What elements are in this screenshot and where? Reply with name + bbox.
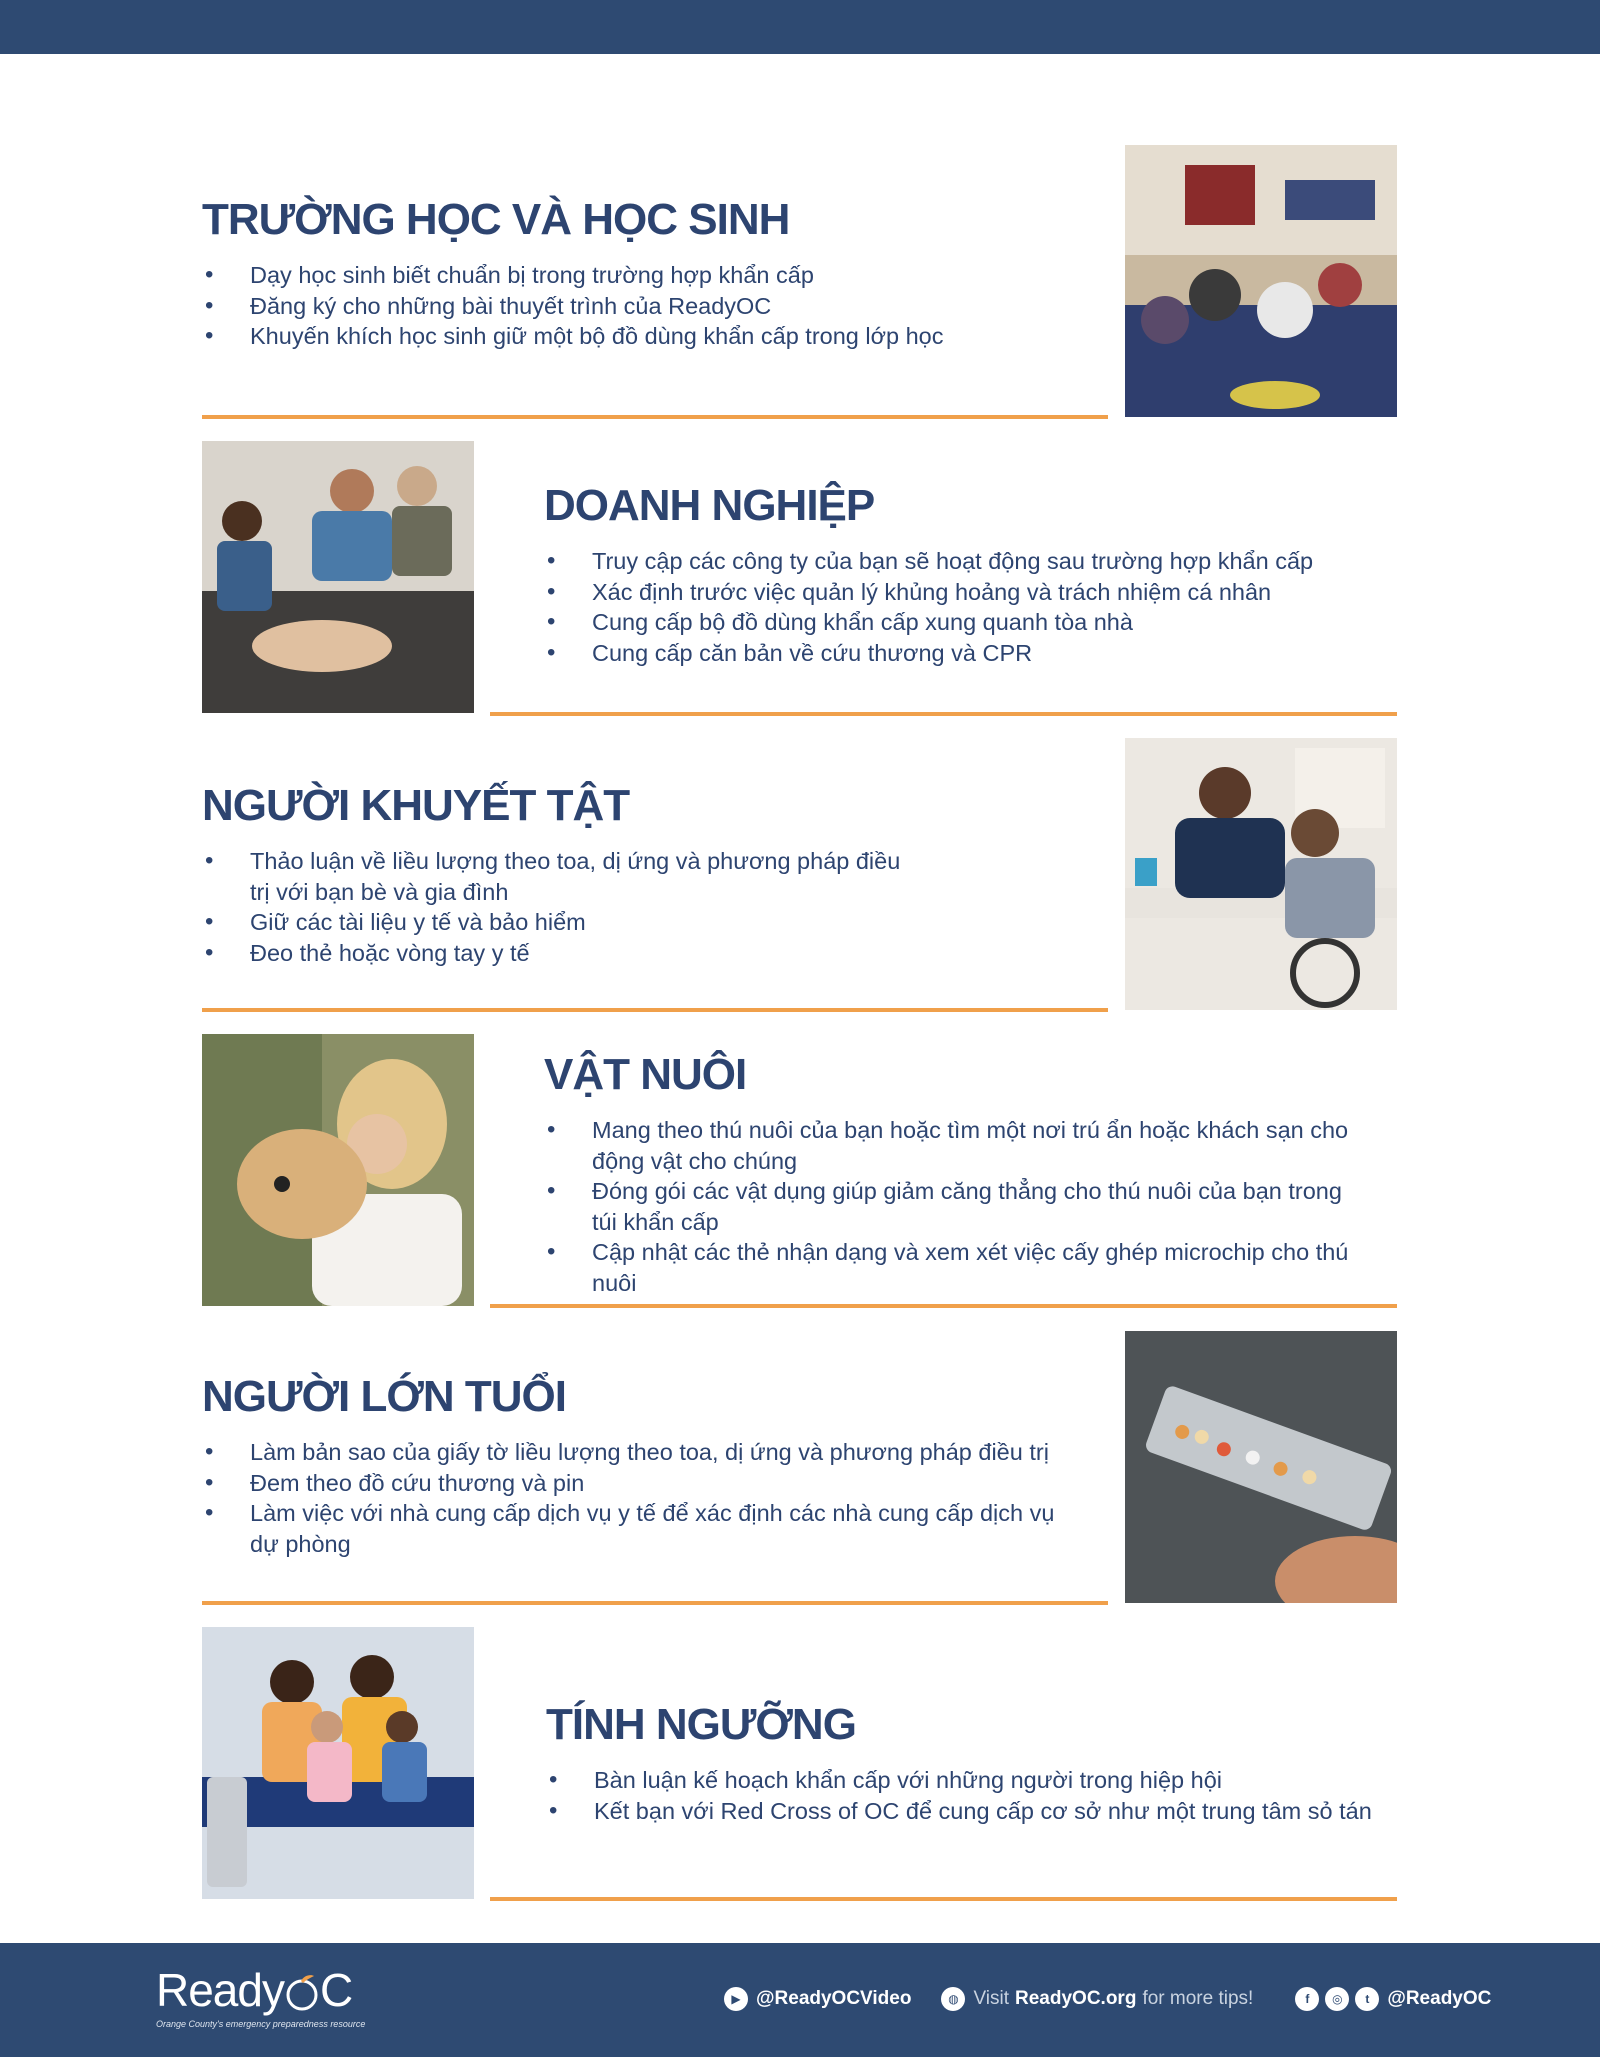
bullet-list <box>546 1765 1426 1826</box>
bullet-list <box>202 1437 1082 1559</box>
section-divider <box>202 415 1108 419</box>
section-text <box>202 1371 1082 1559</box>
list-item: • Khuyến khích học sinh giữ một bộ đồ dùng khẩn cấp trong lớp học <box>202 321 1102 352</box>
section-divider <box>490 1897 1397 1901</box>
section-title: TÍNH NGƯỠNG <box>546 1700 856 1749</box>
twitter-icon[interactable]: t <box>1355 1987 1379 2011</box>
facebook-icon[interactable]: f <box>1295 1987 1319 2011</box>
section-text <box>202 780 922 968</box>
list-item: • Cung cấp căn bản về cứu thương và CPR <box>544 638 1424 669</box>
list-item: • Làm việc với nhà cung cấp dịch vụ y tế để xác định các nhà cung cấp dịch vụ dự phòng <box>202 1498 1082 1559</box>
logo-ready-text: Ready <box>156 1964 284 2016</box>
pill-organizer-photo <box>1125 1331 1397 1603</box>
cpr-training-photo <box>202 441 474 713</box>
list-item: • Đem theo đồ cứu thương và pin <box>202 1468 1082 1499</box>
list-item: • Bàn luận kế hoạch khẩn cấp với những người trong hiệp hội <box>546 1765 1426 1796</box>
bullet-list <box>202 846 922 968</box>
logo-c-text: C <box>319 1964 353 2016</box>
youtube-icon: ▶ <box>724 1987 748 2011</box>
section-divider <box>490 1304 1397 1308</box>
section-divider <box>490 712 1397 716</box>
list-item: • Mang theo thú nuôi của bạn hoặc tìm một nơi trú ẩn hoặc khách sạn cho động vật cho chúng <box>544 1115 1364 1176</box>
list-item: • Thảo luận về liều lượng theo toa, dị ứng và phương pháp điều trị với bạn bè và gia đình <box>202 846 922 907</box>
bullet-list <box>544 546 1424 668</box>
footer-links <box>724 1987 1491 2011</box>
list-item: • Đeo thẻ hoặc vòng tay y tế <box>202 938 922 969</box>
woman-with-dog-photo <box>202 1034 474 1306</box>
social-links[interactable] <box>1295 1987 1491 2011</box>
youtube-link[interactable] <box>724 1987 911 2011</box>
bullet-list <box>544 1115 1364 1298</box>
section-text <box>544 480 1424 668</box>
list-item: • Giữ các tài liệu y tế và bảo hiểm <box>202 907 922 938</box>
list-item: • Làm bản sao của giấy tờ liều lượng theo toa, dị ứng và phương pháp điều trị <box>202 1437 1082 1468</box>
visit-suffix: for more tips! <box>1142 1988 1254 2009</box>
section-title: NGƯỜI KHUYẾT TẬT <box>202 781 630 830</box>
list-item: • Truy cập các công ty của bạn sẽ hoạt động sau trường hợp khẩn cấp <box>544 546 1424 577</box>
list-item: • Xác định trước việc quản lý khủng hoảng và trách nhiệm cá nhân <box>544 577 1424 608</box>
list-item: • Đóng gói các vật dụng giúp giảm căng thẳng cho thú nuôi của bạn trong túi khẩn cấp <box>544 1176 1364 1237</box>
wheelchair-student-photo <box>1125 738 1397 1010</box>
list-item: • Cung cấp bộ đồ dùng khẩn cấp xung quanh tòa nhà <box>544 607 1424 638</box>
list-item: • Kết bạn với Red Cross of OC để cung cấp cơ sở như một trung tâm sỏ tán <box>546 1796 1426 1827</box>
section-text <box>202 194 1102 352</box>
classroom-photo <box>1125 145 1397 417</box>
youtube-handle: @ReadyOCVideo <box>756 1988 912 2009</box>
visit-prefix: Visit <box>973 1988 1010 2009</box>
section-title: DOANH NGHIỆP <box>544 481 875 530</box>
globe-icon: ◍ <box>941 1987 965 2011</box>
bullet-list <box>202 260 1102 352</box>
visit-site: ReadyOC.org <box>1015 1988 1137 2009</box>
website-link[interactable] <box>941 1987 1253 2011</box>
readyoc-logo[interactable] <box>156 1965 365 2029</box>
list-item: • Dạy học sinh biết chuẩn bị trong trường hợp khẩn cấp <box>202 260 1102 291</box>
logo-tagline: Orange County's emergency preparedness resource <box>156 2019 366 2029</box>
list-item: • Cập nhật các thẻ nhận dạng và xem xét việc cấy ghép microchip cho thú nuôi <box>544 1237 1364 1298</box>
section-text <box>546 1699 1426 1826</box>
section-title: TRƯỜNG HỌC VÀ HỌC SINH <box>202 195 790 244</box>
instagram-icon[interactable]: ◎ <box>1325 1987 1349 2011</box>
section-divider <box>202 1601 1108 1605</box>
section-title: NGƯỜI LỚN TUỔI <box>202 1372 566 1421</box>
section-divider <box>202 1008 1108 1012</box>
family-photo <box>202 1627 474 1899</box>
social-handle: @ReadyOC <box>1387 1988 1492 2009</box>
list-item: • Đăng ký cho những bài thuyết trình của ReadyOC <box>202 291 1102 322</box>
section-title: VẬT NUÔI <box>544 1050 747 1099</box>
logo-o-icon <box>284 1971 320 2009</box>
top-band <box>0 0 1600 54</box>
footer <box>0 1943 1600 2057</box>
section-text <box>544 1049 1364 1298</box>
